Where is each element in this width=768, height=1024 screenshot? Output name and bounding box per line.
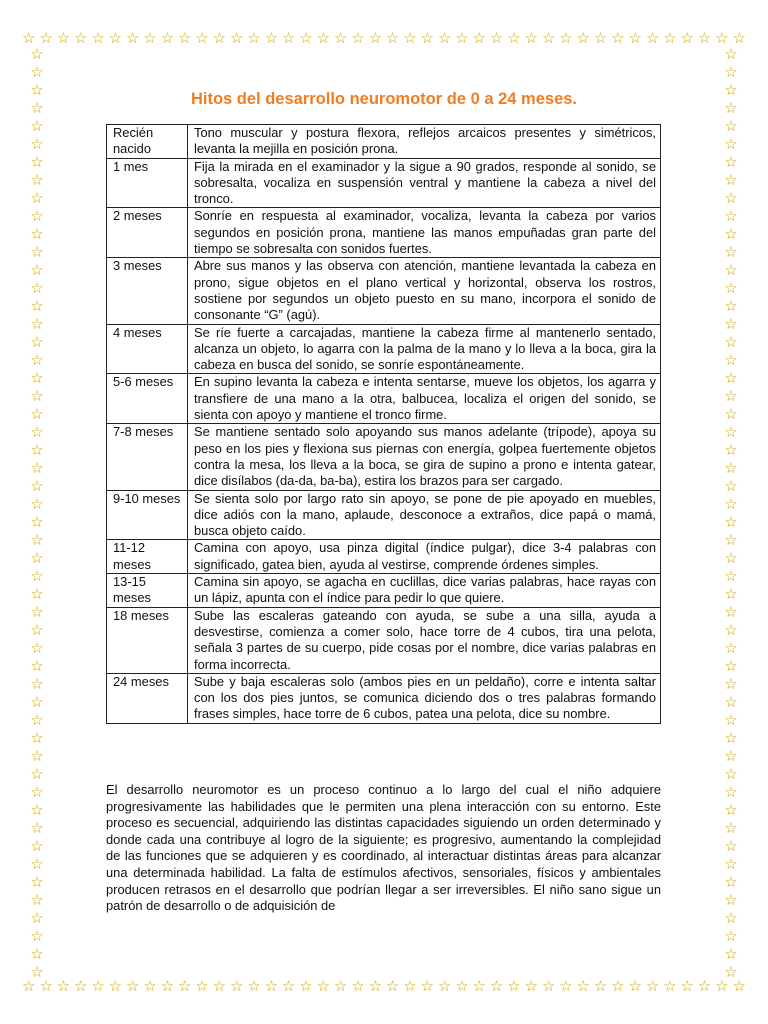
milestone-description-cell: Abre sus manos y las observa con atención, mantiene levantada la cabeza en prono, sigue objetos en el plano vertical y horizontal, observa los rostros, sostiene por segundos un objeto puesto en su mano, incorpora el sonido de consonante “G” (agú). [188, 258, 661, 324]
star-outline-icon: ☆ [724, 820, 738, 837]
star-outline-icon: ☆ [724, 550, 738, 567]
star-outline-icon: ☆ [724, 190, 738, 207]
star-outline-icon: ☆ [724, 874, 738, 891]
star-outline-icon: ☆ [160, 30, 175, 47]
star-outline-icon: ☆ [30, 910, 44, 927]
star-outline-icon: ☆ [30, 838, 44, 855]
milestone-description-cell: Camina con apoyo, usa pinza digital (índice pulgar), dice 3-4 palabras con significado, gatea bien, ayuda al vestirse, comprende órdenes simples. [188, 540, 661, 574]
star-outline-icon: ☆ [724, 262, 738, 279]
milestone-description-cell: Camina sin apoyo, se agacha en cuclillas, dice varias palabras, hace rayas con un lápiz, apunta con el índice para pedir lo que quiere. [188, 574, 661, 608]
star-outline-icon: ☆ [420, 978, 434, 995]
star-outline-icon: ☆ [30, 586, 44, 603]
star-outline-icon: ☆ [628, 30, 642, 47]
star-outline-icon: ☆ [385, 978, 400, 995]
star-outline-icon: ☆ [420, 30, 434, 47]
star-outline-icon: ☆ [30, 46, 44, 63]
star-outline-icon: ☆ [30, 748, 44, 765]
star-outline-icon: ☆ [73, 978, 88, 995]
star-outline-icon: ☆ [30, 856, 44, 873]
star-outline-icon: ☆ [724, 406, 738, 423]
star-outline-icon: ☆ [160, 978, 175, 995]
star-outline-icon: ☆ [455, 30, 469, 47]
table-row [107, 490, 661, 540]
star-outline-icon: ☆ [30, 352, 44, 369]
star-outline-icon: ☆ [281, 978, 296, 995]
star-outline-icon: ☆ [30, 496, 44, 513]
table-row [107, 208, 661, 258]
star-outline-icon: ☆ [229, 978, 244, 995]
star-outline-icon: ☆ [281, 30, 296, 47]
star-outline-icon: ☆ [30, 568, 44, 585]
star-outline-icon: ☆ [264, 978, 279, 995]
star-outline-icon: ☆ [724, 604, 738, 621]
star-outline-icon: ☆ [611, 30, 625, 47]
star-outline-icon: ☆ [724, 748, 738, 765]
star-outline-icon: ☆ [724, 316, 738, 333]
age-cell: 24 meses [107, 673, 188, 723]
star-outline-icon: ☆ [30, 424, 44, 441]
star-outline-icon: ☆ [724, 514, 738, 531]
star-outline-icon: ☆ [229, 30, 244, 47]
star-outline-icon: ☆ [724, 136, 738, 153]
star-outline-icon: ☆ [30, 442, 44, 459]
star-outline-icon: ☆ [724, 244, 738, 261]
star-outline-icon: ☆ [30, 136, 44, 153]
star-outline-icon: ☆ [724, 892, 738, 909]
star-outline-icon: ☆ [30, 226, 44, 243]
border-right [720, 46, 742, 981]
star-outline-icon: ☆ [177, 978, 192, 995]
star-outline-icon: ☆ [724, 118, 738, 135]
star-outline-icon: ☆ [30, 478, 44, 495]
star-outline-icon: ☆ [22, 30, 36, 47]
body-paragraph: El desarrollo neuromotor es un proceso continuo a lo largo del cual el niño adquiere progresivamente las habilidades que le permiten una plena interacción con su entorno. Este proceso es secuencial, adquiriendo las distintas capacidades siguiendo un orden determinado y donde cada una contribuye al logro de la siguiente; es progresivo, aumentando la complejidad de las funciones que se adquieren y es coordinado, al interactuar distintas áreas para alcanzar una determinada habilidad. La falta de estímulos afectivos, sensoriales, físicos y ambientales producen retrasos en el desarrollo que podrían llegar a ser irreversibles. El niño sano sigue un patrón de desarrollo o de adquisición de [106, 782, 661, 914]
star-outline-icon: ☆ [724, 370, 738, 387]
star-outline-icon: ☆ [30, 874, 44, 891]
star-outline-icon: ☆ [30, 622, 44, 639]
star-outline-icon: ☆ [663, 30, 677, 47]
star-outline-icon: ☆ [30, 172, 44, 189]
star-outline-icon: ☆ [559, 978, 573, 995]
star-outline-icon: ☆ [30, 262, 44, 279]
star-outline-icon: ☆ [30, 712, 44, 729]
milestone-description-cell: Fija la mirada en el examinador y la sigue a 90 grados, responde al sonido, se sobresalta, vocaliza en suspensión ventral y mantiene la cabeza a nivel del tronco. [188, 158, 661, 208]
star-outline-icon: ☆ [30, 208, 44, 225]
star-outline-icon: ☆ [732, 30, 746, 47]
star-outline-icon: ☆ [212, 30, 227, 47]
table-row [107, 258, 661, 324]
star-outline-icon: ☆ [56, 30, 71, 47]
age-cell: 4 meses [107, 324, 188, 374]
star-outline-icon: ☆ [541, 30, 556, 47]
star-outline-icon: ☆ [91, 30, 105, 47]
star-outline-icon: ☆ [576, 978, 590, 995]
star-outline-icon: ☆ [724, 910, 738, 927]
milestone-description-cell: Tono muscular y postura flexora, reflejos arcaicos presentes y simétricos, levanta la mejilla en posición prona. [188, 125, 661, 159]
star-outline-icon: ☆ [39, 978, 53, 995]
star-outline-icon: ☆ [30, 64, 44, 81]
star-outline-icon: ☆ [489, 30, 504, 47]
star-outline-icon: ☆ [437, 978, 452, 995]
table-row [107, 125, 661, 159]
star-outline-icon: ☆ [715, 978, 729, 995]
milestone-description-cell: Sonríe en respuesta al examinador, vocaliza, levanta la cabeza por varios segundos en posición prona, mantiene las manos empuñadas gran parte del tiempo se sobresalta con sonidos fuertes. [188, 208, 661, 258]
star-outline-icon: ☆ [715, 30, 729, 47]
star-outline-icon: ☆ [30, 460, 44, 477]
star-outline-icon: ☆ [724, 172, 738, 189]
table-row [107, 424, 661, 490]
milestone-description-cell: Se ríe fuerte a carcajadas, mantiene la cabeza firme al mantenerlo sentado, alcanza un objeto, lo agarra con la palma de la mano y lo lleva a la boca, gira la cabeza en busca del sonido, se sonríe espontáneamente. [188, 324, 661, 374]
milestone-description-cell: Sube y baja escaleras solo (ambos pies en un peldaño), corre e intenta saltar con los dos pies juntos, se comunica diciendo dos o tres palabras formando frases simples, hace torre de 6 cubos, patea una pelota, dice su nombre. [188, 673, 661, 723]
star-outline-icon: ☆ [724, 784, 738, 801]
age-cell: 2 meses [107, 208, 188, 258]
star-outline-icon: ☆ [507, 978, 521, 995]
star-outline-icon: ☆ [724, 766, 738, 783]
table-row [107, 673, 661, 723]
star-outline-icon: ☆ [30, 100, 44, 117]
star-outline-icon: ☆ [299, 30, 313, 47]
star-outline-icon: ☆ [299, 978, 313, 995]
table-row [107, 607, 661, 673]
star-outline-icon: ☆ [247, 978, 261, 995]
star-outline-icon: ☆ [724, 928, 738, 945]
star-outline-icon: ☆ [30, 604, 44, 621]
border-bottom [22, 976, 746, 998]
page-title: Hitos del desarrollo neuromotor de 0 a 24 meses. [190, 90, 578, 108]
star-outline-icon: ☆ [195, 978, 209, 995]
star-outline-icon: ☆ [30, 82, 44, 99]
star-outline-icon: ☆ [30, 370, 44, 387]
star-outline-icon: ☆ [247, 30, 261, 47]
star-outline-icon: ☆ [264, 30, 279, 47]
star-outline-icon: ☆ [724, 478, 738, 495]
star-outline-icon: ☆ [724, 640, 738, 657]
star-outline-icon: ☆ [697, 30, 712, 47]
star-outline-icon: ☆ [403, 30, 417, 47]
star-outline-icon: ☆ [524, 978, 538, 995]
age-cell: 3 meses [107, 258, 188, 324]
star-outline-icon: ☆ [125, 30, 140, 47]
star-outline-icon: ☆ [724, 568, 738, 585]
star-outline-icon: ☆ [507, 30, 521, 47]
star-outline-icon: ☆ [724, 730, 738, 747]
star-outline-icon: ☆ [30, 658, 44, 675]
star-outline-icon: ☆ [437, 30, 452, 47]
star-outline-icon: ☆ [680, 978, 694, 995]
star-outline-icon: ☆ [30, 730, 44, 747]
star-outline-icon: ☆ [724, 946, 738, 963]
star-outline-icon: ☆ [724, 424, 738, 441]
star-outline-icon: ☆ [724, 838, 738, 855]
star-outline-icon: ☆ [30, 406, 44, 423]
star-outline-icon: ☆ [30, 964, 44, 981]
star-outline-icon: ☆ [724, 676, 738, 693]
star-outline-icon: ☆ [724, 298, 738, 315]
star-outline-icon: ☆ [455, 978, 469, 995]
star-outline-icon: ☆ [30, 802, 44, 819]
star-outline-icon: ☆ [177, 30, 192, 47]
star-outline-icon: ☆ [316, 978, 331, 995]
star-outline-icon: ☆ [724, 856, 738, 873]
table-row [107, 540, 661, 574]
star-outline-icon: ☆ [489, 978, 504, 995]
star-outline-icon: ☆ [91, 978, 105, 995]
star-outline-icon: ☆ [22, 978, 36, 995]
star-outline-icon: ☆ [212, 978, 227, 995]
star-outline-icon: ☆ [724, 100, 738, 117]
star-outline-icon: ☆ [143, 978, 157, 995]
star-outline-icon: ☆ [524, 30, 538, 47]
star-outline-icon: ☆ [30, 892, 44, 909]
star-outline-icon: ☆ [30, 334, 44, 351]
star-outline-icon: ☆ [368, 978, 383, 995]
border-left [26, 46, 48, 981]
star-outline-icon: ☆ [30, 118, 44, 135]
star-outline-icon: ☆ [30, 946, 44, 963]
age-cell: 13-15 meses [107, 574, 188, 608]
star-outline-icon: ☆ [30, 676, 44, 693]
star-outline-icon: ☆ [30, 640, 44, 657]
star-outline-icon: ☆ [39, 30, 53, 47]
star-outline-icon: ☆ [645, 30, 660, 47]
age-cell: 9-10 meses [107, 490, 188, 540]
star-outline-icon: ☆ [108, 978, 123, 995]
star-outline-icon: ☆ [73, 30, 88, 47]
star-outline-icon: ☆ [125, 978, 140, 995]
star-outline-icon: ☆ [724, 586, 738, 603]
star-outline-icon: ☆ [724, 964, 738, 981]
star-outline-icon: ☆ [30, 820, 44, 837]
star-outline-icon: ☆ [333, 30, 348, 47]
star-outline-icon: ☆ [30, 154, 44, 171]
star-outline-icon: ☆ [30, 766, 44, 783]
milestones-table [106, 124, 661, 724]
star-outline-icon: ☆ [724, 64, 738, 81]
star-outline-icon: ☆ [30, 316, 44, 333]
star-outline-icon: ☆ [30, 388, 44, 405]
star-outline-icon: ☆ [724, 622, 738, 639]
age-cell: 11-12 meses [107, 540, 188, 574]
star-outline-icon: ☆ [724, 154, 738, 171]
age-cell: Recién nacido [107, 125, 188, 159]
milestone-description-cell: En supino levanta la cabeza e intenta sentarse, mueve los objetos, los agarra y transfiere de una mano a la otra, balbucea, localiza el origen del sonido, se sienta con apoyo y mantiene el tronco firme. [188, 374, 661, 424]
star-outline-icon: ☆ [724, 226, 738, 243]
star-outline-icon: ☆ [724, 442, 738, 459]
star-outline-icon: ☆ [593, 978, 608, 995]
table-row [107, 574, 661, 608]
star-outline-icon: ☆ [645, 978, 660, 995]
star-outline-icon: ☆ [724, 694, 738, 711]
star-outline-icon: ☆ [724, 460, 738, 477]
star-outline-icon: ☆ [30, 298, 44, 315]
star-outline-icon: ☆ [724, 496, 738, 513]
star-outline-icon: ☆ [143, 30, 157, 47]
star-outline-icon: ☆ [541, 978, 556, 995]
milestone-description-cell: Sube las escaleras gateando con ayuda, se sube a una silla, ayuda a desvestirse, comienza a comer solo, hace torre de 4 cubos, tira una pelota, señala 3 partes de su cuerpo, pide cosas por el nombre, dice varias palabras en forma incorrecta. [188, 607, 661, 673]
star-outline-icon: ☆ [403, 978, 417, 995]
star-outline-icon: ☆ [108, 30, 123, 47]
star-outline-icon: ☆ [559, 30, 573, 47]
star-outline-icon: ☆ [30, 514, 44, 531]
star-outline-icon: ☆ [628, 978, 642, 995]
star-outline-icon: ☆ [316, 30, 331, 47]
star-outline-icon: ☆ [195, 30, 209, 47]
star-outline-icon: ☆ [30, 532, 44, 549]
star-outline-icon: ☆ [368, 30, 383, 47]
border-top [22, 28, 746, 50]
table-row [107, 158, 661, 208]
star-outline-icon: ☆ [576, 30, 590, 47]
star-outline-icon: ☆ [724, 532, 738, 549]
star-outline-icon: ☆ [724, 802, 738, 819]
star-outline-icon: ☆ [385, 30, 400, 47]
star-outline-icon: ☆ [724, 388, 738, 405]
age-cell: 1 mes [107, 158, 188, 208]
star-outline-icon: ☆ [724, 46, 738, 63]
star-outline-icon: ☆ [724, 280, 738, 297]
age-cell: 7-8 meses [107, 424, 188, 490]
milestone-description-cell: Se mantiene sentado solo apoyando sus manos adelante (trípode), apoya su peso en los pies y flexiona sus piernas con energía, golpea fuertemente objetos contra la mesa, los lleva a la boca, se gira de supino a prono e intenta gatear, dice disílabos (da-da, ba-ba), estira los brazos para ser cargado. [188, 424, 661, 490]
star-outline-icon: ☆ [732, 978, 746, 995]
star-outline-icon: ☆ [593, 30, 608, 47]
star-outline-icon: ☆ [724, 208, 738, 225]
star-outline-icon: ☆ [333, 978, 348, 995]
star-outline-icon: ☆ [472, 30, 486, 47]
milestone-description-cell: Se sienta solo por largo rato sin apoyo, se pone de pie apoyado en muebles, dice adiós con la mano, aplaude, desconoce a extraños, dice papá o mamá, busca objeto caído. [188, 490, 661, 540]
star-outline-icon: ☆ [724, 352, 738, 369]
star-outline-icon: ☆ [351, 978, 365, 995]
star-outline-icon: ☆ [30, 190, 44, 207]
table-row [107, 324, 661, 374]
star-outline-icon: ☆ [30, 244, 44, 261]
star-outline-icon: ☆ [697, 978, 712, 995]
star-outline-icon: ☆ [30, 928, 44, 945]
star-outline-icon: ☆ [724, 82, 738, 99]
star-outline-icon: ☆ [724, 334, 738, 351]
star-outline-icon: ☆ [680, 30, 694, 47]
star-outline-icon: ☆ [30, 694, 44, 711]
star-outline-icon: ☆ [56, 978, 71, 995]
star-outline-icon: ☆ [351, 30, 365, 47]
table-row [107, 374, 661, 424]
star-outline-icon: ☆ [30, 280, 44, 297]
star-outline-icon: ☆ [724, 658, 738, 675]
star-outline-icon: ☆ [30, 550, 44, 567]
age-cell: 5-6 meses [107, 374, 188, 424]
star-outline-icon: ☆ [30, 784, 44, 801]
star-outline-icon: ☆ [472, 978, 486, 995]
star-outline-icon: ☆ [724, 712, 738, 729]
star-outline-icon: ☆ [611, 978, 625, 995]
star-outline-icon: ☆ [663, 978, 677, 995]
age-cell: 18 meses [107, 607, 188, 673]
